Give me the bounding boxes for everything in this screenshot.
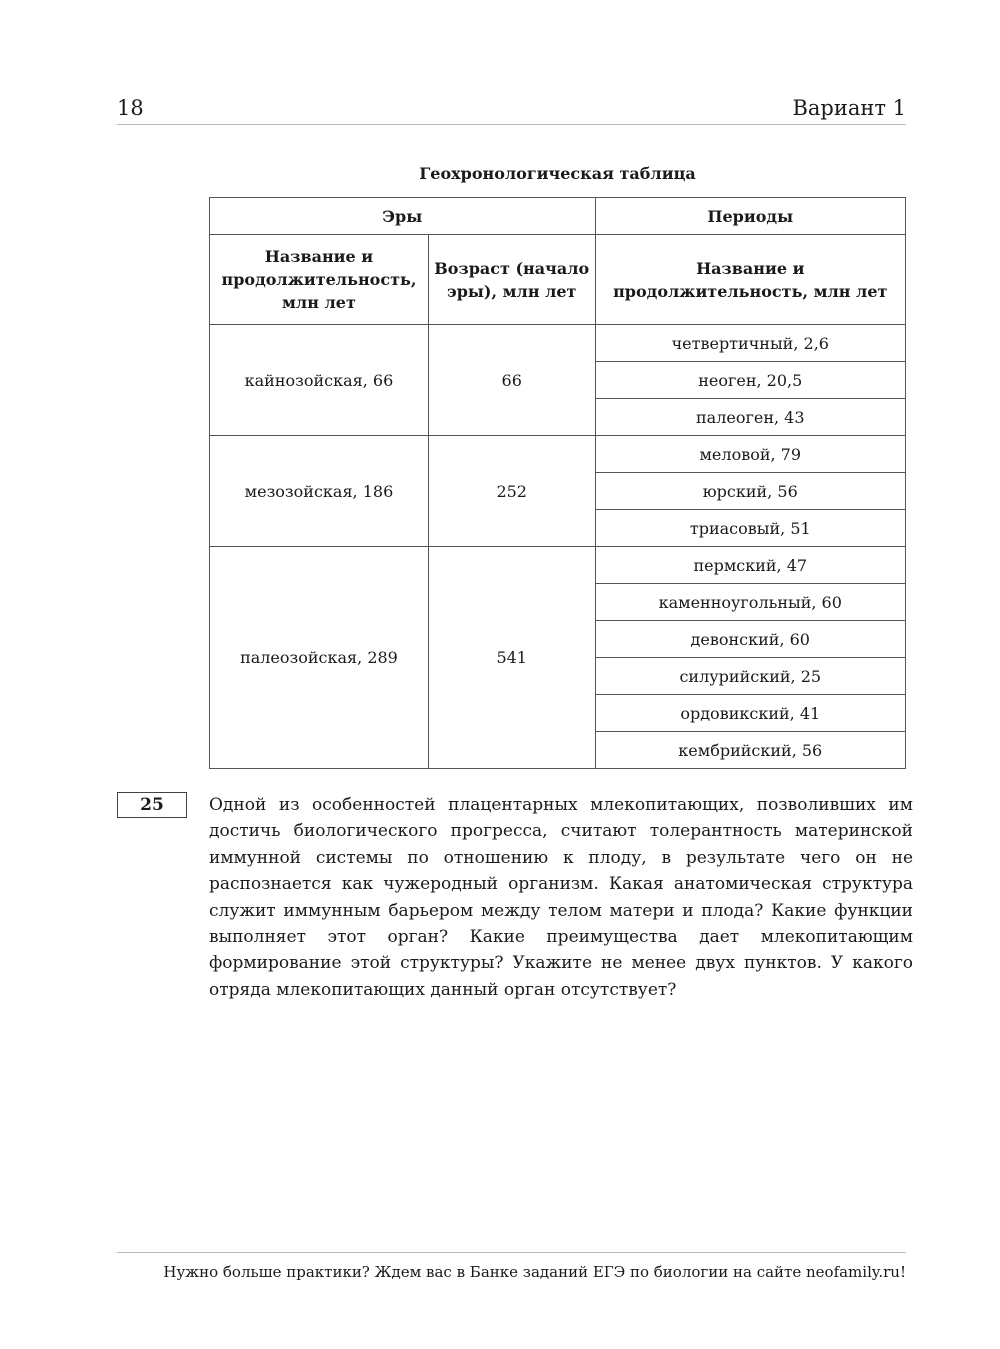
- period-cell: пермский, 47: [595, 547, 905, 584]
- table-row: [210, 325, 906, 362]
- page-header: [117, 94, 906, 125]
- variant-label: Вариант 1: [792, 96, 906, 120]
- era-age-cell: 541: [428, 547, 595, 769]
- period-cell: ордовикский, 41: [595, 695, 905, 732]
- period-cell: силурийский, 25: [595, 658, 905, 695]
- table-row: [210, 436, 906, 473]
- era-age-header: Возраст (начало эры), млн лет: [428, 235, 595, 325]
- era-group-mesozoic: [210, 436, 906, 547]
- period-cell: девонский, 60: [595, 621, 905, 658]
- period-cell: каменноугольный, 60: [595, 584, 905, 621]
- era-age-cell: 252: [428, 436, 595, 547]
- era-name-cell: кайнозойская, 66: [210, 325, 429, 436]
- era-age-cell: 66: [428, 325, 595, 436]
- footer-text: Нужно больше практики? Ждем вас в Банке заданий ЕГЭ по биологии на сайте neofamily.ru!: [163, 1263, 906, 1281]
- eras-header: Эры: [210, 198, 596, 235]
- period-cell: четвертичный, 2,6: [595, 325, 905, 362]
- task-number-box: 25: [117, 792, 187, 818]
- footer-divider: [117, 1252, 906, 1253]
- table-title: Геохронологическая таблица: [419, 164, 696, 183]
- period-cell: неоген, 20,5: [595, 362, 905, 399]
- period-cell: палеоген, 43: [595, 399, 905, 436]
- era-name-cell: палеозойская, 289: [210, 547, 429, 769]
- period-cell: кембрийский, 56: [595, 732, 905, 769]
- table-row: [210, 547, 906, 584]
- era-name-header: Название и продолжительность, млн лет: [210, 235, 429, 325]
- page-number: 18: [117, 96, 144, 120]
- period-cell: юрский, 56: [595, 473, 905, 510]
- era-group-paleozoic: [210, 547, 906, 769]
- task-text: Одной из особенностей плацентарных млекопитающих, позволивших им достичь биологического прогресса, считают толерантность материнской иммунной системы по отношению к плоду, в результате чего он не распознается как чужеродный организм. Какая анатомическая структура служит иммунным барьером между телом матери и плода? Какие функции выполняет этот орган? Какие преимущества дает млекопитающим формирование этой структуры? Укажите не менее двух пунктов. У какого отряда млекопитающих данный орган отсутствует?: [209, 795, 913, 1000]
- era-name-cell: мезозойская, 186: [210, 436, 429, 547]
- periods-header: Периоды: [595, 198, 905, 235]
- period-cell: меловой, 79: [595, 436, 905, 473]
- era-group-cenozoic: [210, 325, 906, 436]
- geochronological-table: [209, 197, 906, 769]
- period-name-header: Название и продолжительность, млн лет: [595, 235, 905, 325]
- period-cell: триасовый, 51: [595, 510, 905, 547]
